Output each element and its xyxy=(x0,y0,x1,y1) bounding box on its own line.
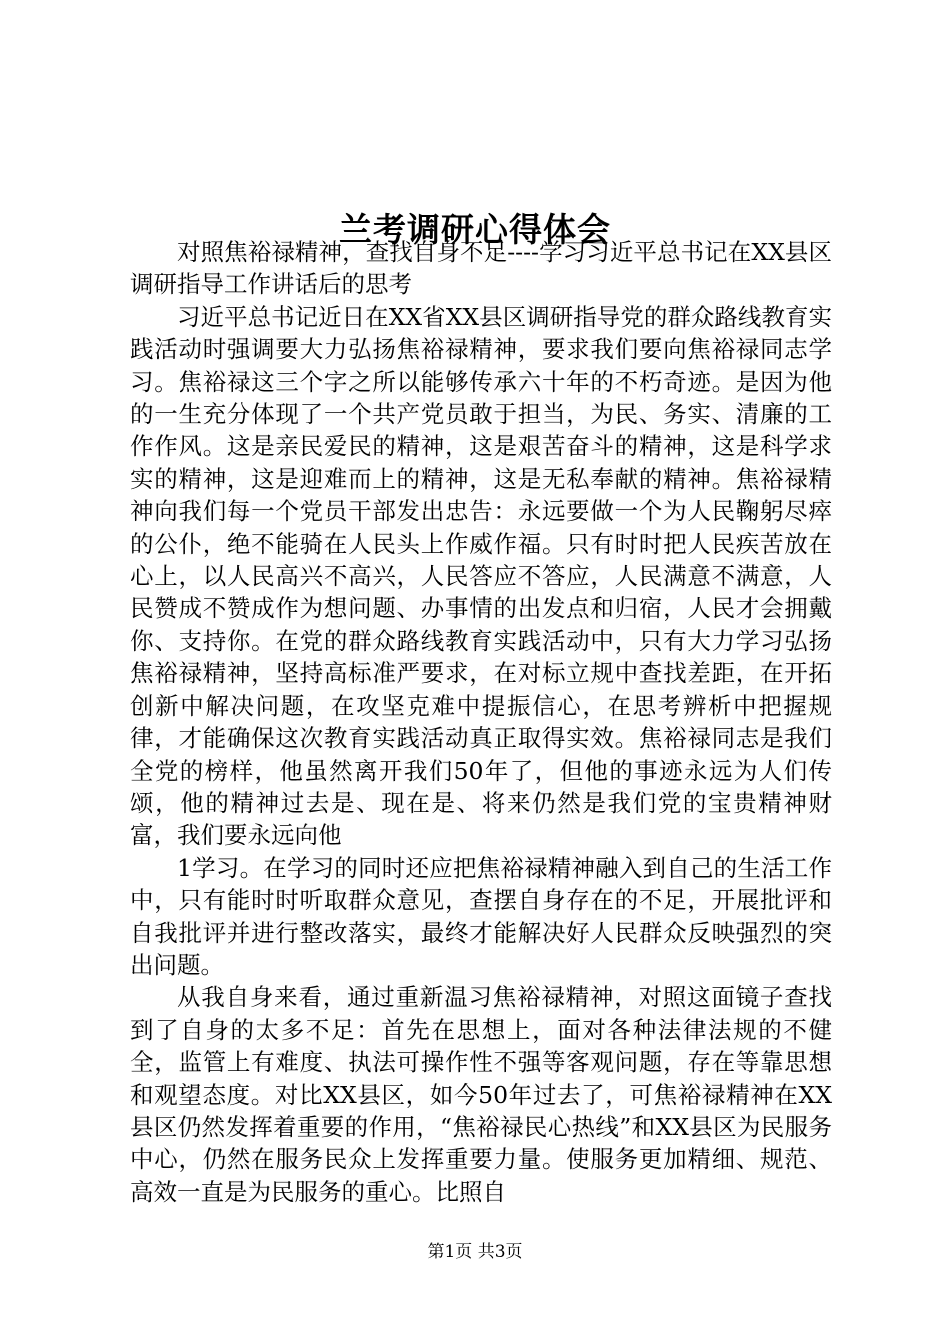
paragraph-subtitle: 对照焦裕禄精神，查找自身不足----学习习近平总书记在XX县区调研指导工作讲话后的思考 xyxy=(130,238,832,299)
paragraph-2: 1学习。在学习的同时还应把焦裕禄精神融入到自己的生活工作中，只有能时时听取群众意见，查摆自身存在的不足，开展批评和自我批评并进行整改落实，最终才能解决好人民群众反映强烈的突出问题。 xyxy=(130,853,832,979)
document-body xyxy=(130,236,832,1208)
document-title: 兰考调研心得体会 xyxy=(339,210,611,250)
page-number-footer: 第1页 共3页 xyxy=(427,1242,523,1262)
paragraph-3: 从我自身来看，通过重新温习焦裕禄精神，对照这面镜子查找到了自身的太多不足：首先在思想上，面对各种法律法规的不健全，监管上有难度、执法可操作性不强等客观问题，存在等靠思想和观望态度。对比XX县区，如今50年过去了，可焦裕禄精神在XX县区仍然发挥着重要的作用，“焦裕禄民心热线”和XX县区为民服务中心，仍然在服务民众上发挥重要力量。使服务更加精细、规范、高效一直是为民服务的重心。比照自 xyxy=(130,983,832,1206)
paragraph-1: 习近平总书记近日在XX省XX县区调研指导党的群众路线教育实践活动时强调要大力弘扬焦裕禄精神，要求我们要向焦裕禄同志学习。焦裕禄这三个字之所以能够传承六十年的不朽奇迹。是因为他的一生充分体现了一个共产党员敢于担当，为民、务实、清廉的工作作风。这是亲民爱民的精神，这是艰苦奋斗的精神，这是科学求实的精神，这是迎难而上的精神，这是无私奉献的精神。焦裕禄精神向我们每一个党员干部发出忠告：永远要做一个为人民鞠躬尽瘁的公仆，绝不能骑在人民头上作威作福。只有时时把人民疾苦放在心上，以人民高兴不高兴，人民答应不答应，人民满意不满意，人民赞成不赞成作为想问题、办事情的出发点和归宿，人民才会拥戴你、支持你。在党的群众路线教育实践活动中，只有大力学习弘扬焦裕禄精神，坚持高标准严要求，在对标立规中查找差距，在开拓创新中解决问题，在攻坚克难中提振信心，在思考辨析中把握规律，才能确保这次教育实践活动真正取得实效。焦裕禄同志是我们全党的榜样，他虽然离开我们50年了，但他的事迹永远为人们传颂，他的精神过去是、现在是、将来仍然是我们党的宝贵精神财富，我们要永远向他 xyxy=(130,302,832,850)
